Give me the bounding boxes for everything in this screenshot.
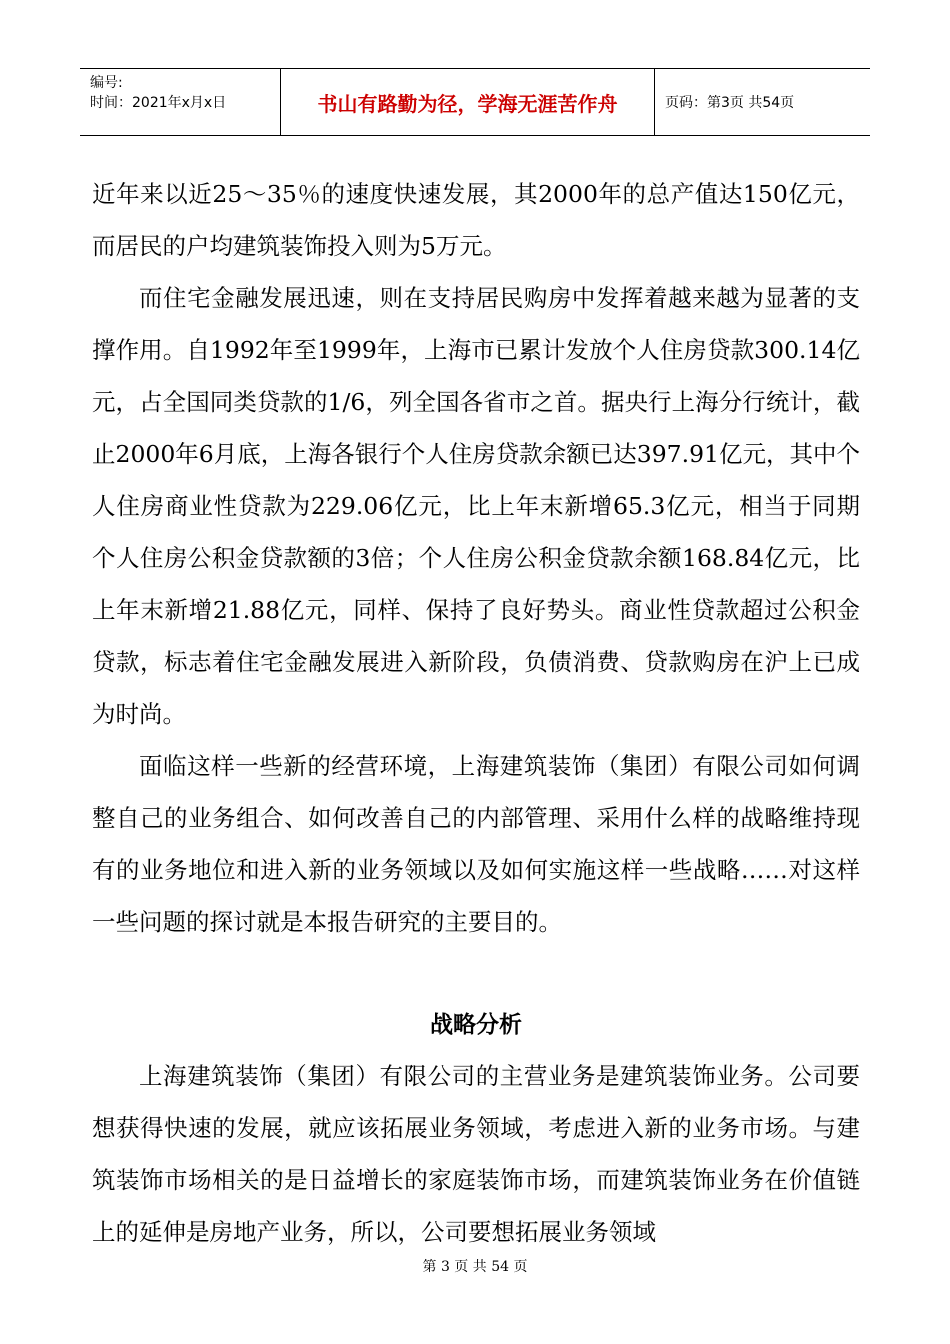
header-page-info: 页码：第3页 共54页 [665, 95, 795, 111]
header-meta [80, 69, 281, 135]
document-body [92, 168, 860, 1258]
header-motto: 书山有路勤为径，学海无涯苦作舟 [281, 69, 655, 135]
paragraph-2: 而住宅金融发展迅速，则在支持居民购房中发挥着越来越为显著的支撑作用。自1992年至1999年，上海市已累计发放个人住房贷款300.14亿元，占全国同类贷款的1/6，列全国各省市之首。据央行上海分行统计，截止2000年6月底，上海各银行个人住房贷款余额已达397.91亿元，其中个人住房商业性贷款为229.06亿元，比上年末新增65.3亿元，相当于同期个人住房公积金贷款额的3倍；个人住房公积金贷款余额168.84亿元，比上年末新增21.88亿元，同样、保持了良好势头。商业性贷款超过公积金贷款，标志着住宅金融发展进入新阶段，负债消费、贷款购房在沪上已成为时尚。 [92, 284, 860, 728]
document-time: 时间：2021年x月x日 [90, 95, 227, 111]
page-header [80, 68, 870, 136]
paragraph-4: 上海建筑装饰（集团）有限公司的主营业务是建筑装饰业务。公司要想获得快速的发展，就应该拓展业务领域，考虑进入新的业务市场。与建筑装饰市场相关的是日益增长的家庭装饰市场，而建筑装饰业务在价值链上的延伸是房地产业务，所以，公司要想拓展业务领域 [92, 1062, 860, 1246]
section-heading: 战略分析 [430, 1012, 522, 1038]
paragraph-1: 近年来以近25～35％的速度快速发展，其2000年的总产值达150亿元，而居民的户均建筑装饰投入则为5万元。 [92, 180, 860, 260]
page-footer: 第 3 页 共 54 页 [422, 1259, 528, 1275]
document-number-label: 编号: [90, 75, 123, 91]
paragraph-3: 面临这样一些新的经营环境，上海建筑装饰（集团）有限公司如何调整自己的业务组合、如何改善自己的内部管理、采用什么样的战略维持现有的业务地位和进入新的业务领域以及如何实施这样一些战略……对这样一些问题的探讨就是本报告研究的主要目的。 [92, 752, 860, 936]
